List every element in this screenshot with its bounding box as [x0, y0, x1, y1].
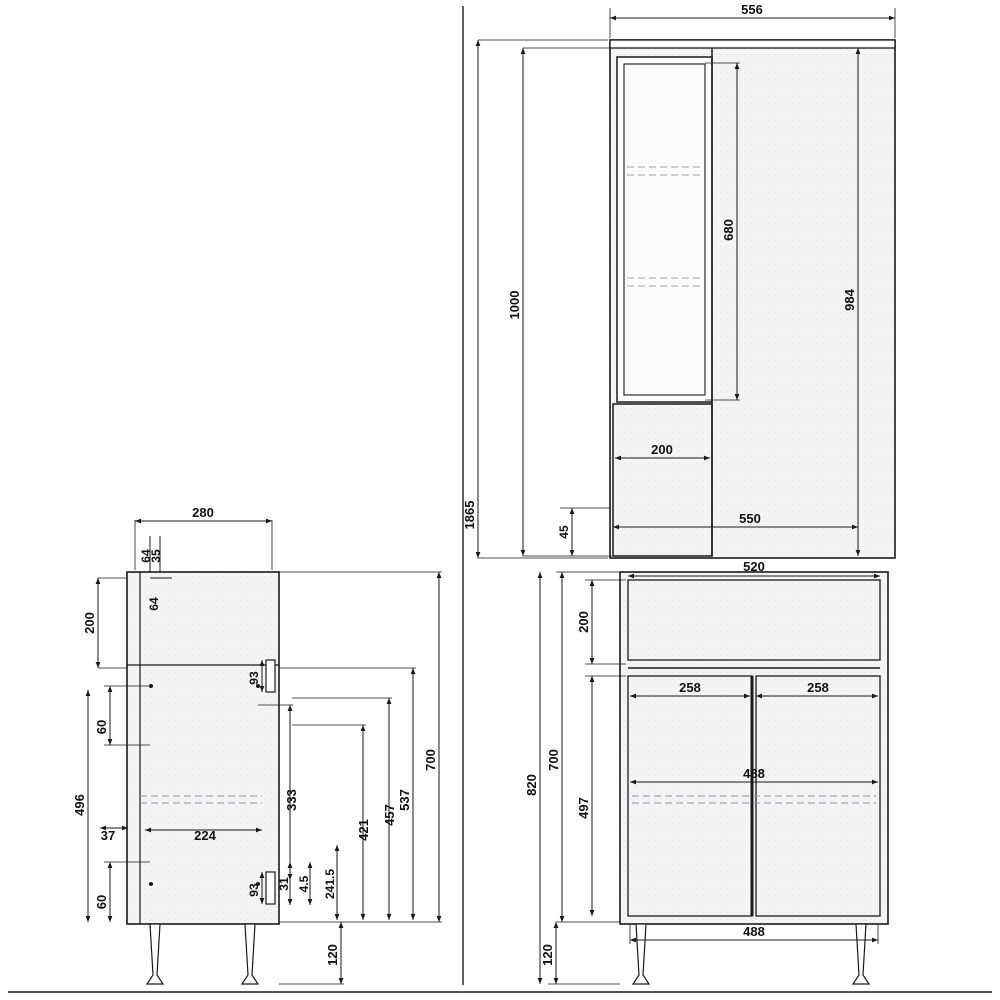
dim-label-984: 984 [842, 289, 857, 311]
dim-label-37: 37 [100, 828, 116, 843]
dim-label-31: 31 [277, 877, 291, 891]
dim-488-bottom [630, 924, 878, 944]
dim-label-200-shelf: 200 [651, 442, 673, 457]
dim-200-front [576, 580, 626, 664]
dim-label-64-a: 64 [139, 549, 153, 563]
dim-label-700-front: 700 [546, 749, 561, 771]
dim-label-333: 333 [284, 789, 299, 811]
dim-120-front [540, 922, 620, 984]
dim-37 [100, 828, 128, 843]
vanity-front-view [524, 559, 888, 984]
vanity-side-view [72, 505, 442, 984]
dim-label-537: 537 [397, 789, 412, 811]
dim-label-1000: 1000 [507, 290, 522, 320]
dim-label-120-front: 120 [540, 944, 555, 966]
dim-label-700-side: 700 [423, 749, 438, 771]
dim-64-a [139, 536, 153, 572]
dim-label-200-front: 200 [576, 611, 591, 633]
dim-label-820: 820 [524, 774, 539, 796]
dim-label-2415: 241.5 [323, 868, 337, 900]
dim-label-93-top: 93 [247, 671, 261, 685]
dim-1000 [507, 48, 612, 556]
dim-label-60-bottom: 60 [94, 894, 109, 910]
dim-label-280: 280 [192, 505, 214, 520]
dim-label-60-top: 60 [94, 719, 109, 735]
dim-120-side [279, 922, 344, 984]
dim-700-side [279, 572, 442, 922]
dim-label-680: 680 [721, 219, 736, 241]
dim-2415 [323, 845, 337, 920]
dim-45-side [297, 862, 311, 905]
dim-496 [72, 690, 88, 922]
dim-label-488-bottom: 488 [743, 924, 765, 939]
dim-label-421: 421 [356, 819, 371, 841]
dim-label-45-gap: 45 [557, 525, 571, 539]
dim-label-556: 556 [741, 2, 763, 17]
dim-label-35: 35 [149, 549, 163, 563]
dim-label-457: 457 [382, 804, 397, 826]
dim-label-497: 497 [576, 797, 591, 819]
dim-label-1865: 1865 [462, 500, 477, 530]
dim-label-258-right: 258 [807, 680, 829, 695]
dim-label-45-side: 4.5 [297, 875, 311, 893]
dim-label-496: 496 [72, 794, 87, 816]
dim-1865 [462, 40, 608, 558]
dim-820 [524, 572, 540, 984]
dim-label-258-left: 258 [679, 680, 701, 695]
dim-label-224: 224 [194, 828, 216, 843]
dim-label-550: 550 [739, 511, 761, 526]
dim-556 [610, 2, 895, 38]
dim-label-200-side: 200 [82, 612, 97, 634]
dim-label-120-side: 120 [325, 944, 340, 966]
dim-label-64-b: 64 [147, 597, 161, 611]
dim-label-520: 520 [743, 559, 765, 574]
dim-497 [576, 676, 626, 916]
dim-45-gap [557, 508, 610, 556]
dim-label-93-bottom: 93 [247, 883, 261, 897]
tall-cabinet-view [462, 2, 895, 558]
dim-label-488-top: 488 [743, 766, 765, 781]
dim-200-side [82, 578, 127, 668]
